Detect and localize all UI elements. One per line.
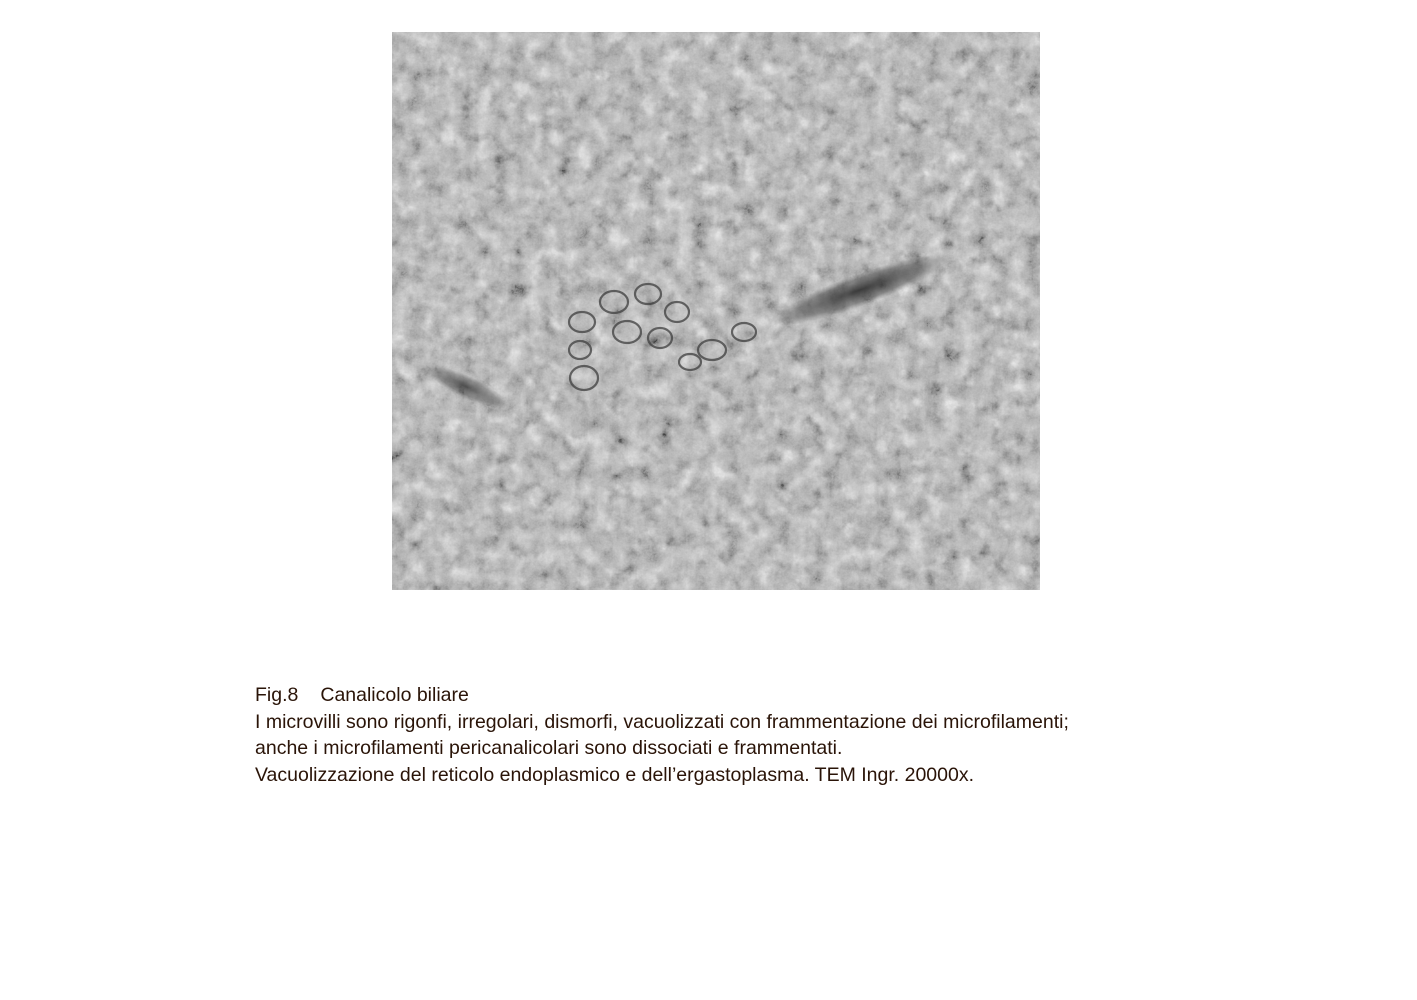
micrograph-texture [392, 32, 1040, 590]
caption-heading [255, 682, 1255, 709]
figure-caption [255, 682, 1255, 788]
figure-label: Fig.8 [255, 684, 299, 706]
caption-line-1: I microvilli sono rigonfi, irregolari, dismorfi, vacuolizzati con frammentazione dei microfilamenti; [255, 710, 1069, 733]
caption-line-3: Vacuolizzazione del reticolo endoplasmico e dell’ergastoplasma. TEM Ingr. 20000x. [255, 763, 975, 786]
tem-micrograph [392, 32, 1040, 590]
micrograph-image [392, 32, 1040, 590]
caption-line-2: anche i microfilamenti pericanalicolari sono dissociati e frammentati. [255, 737, 843, 759]
figure-title: Canalicolo biliare [320, 684, 469, 706]
